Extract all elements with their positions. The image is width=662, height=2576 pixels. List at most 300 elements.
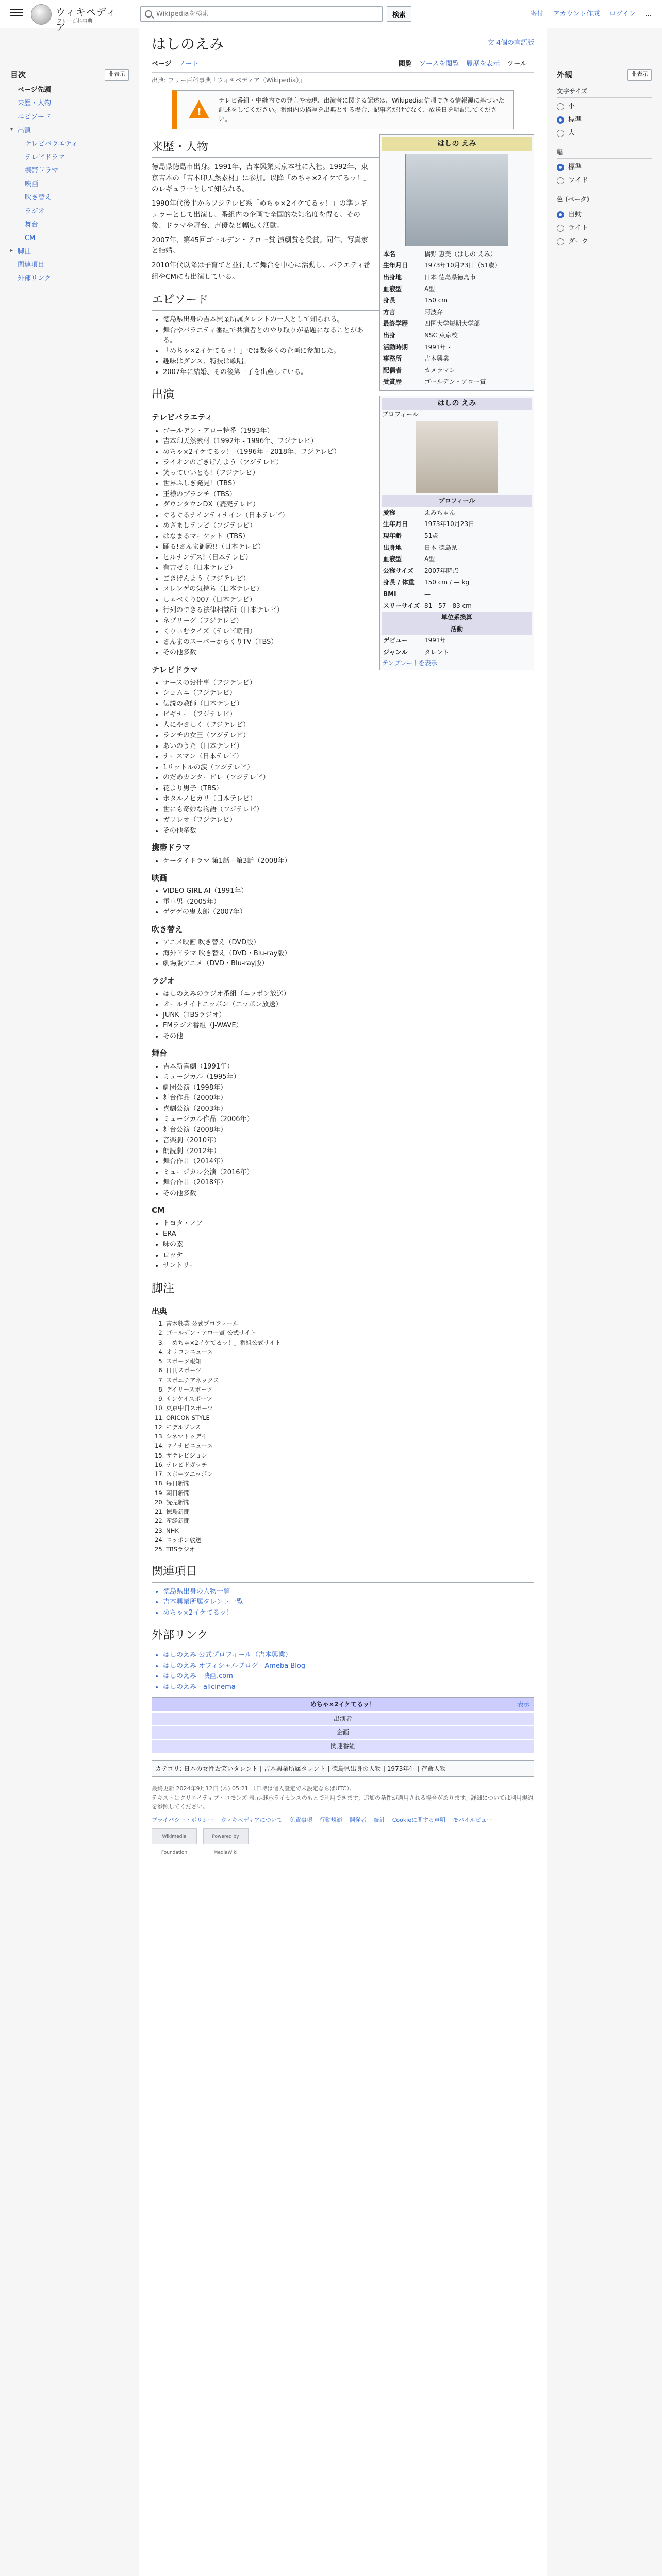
toc-item-label: エピソード: [18, 113, 52, 121]
infobox-label: 出身地: [383, 274, 402, 281]
list-item: • 音楽劇（2010年）: [163, 1136, 534, 1146]
footer-link[interactable]: 統計: [373, 1816, 385, 1823]
list-item: • メレンゲの気持ち（日本テレビ）: [163, 584, 534, 595]
footer: [152, 1784, 534, 1857]
list-item: 1. 吉本興業 公式プロフィール: [166, 1319, 534, 1328]
infobox-row: [382, 518, 532, 530]
list-item: 8. デイリースポーツ: [166, 1385, 534, 1394]
list-item: • 朗読劇（2012年）: [163, 1146, 534, 1157]
list-item: • 王様のブランチ（TBS）: [163, 489, 534, 500]
profile-image[interactable]: [416, 421, 498, 493]
section-appearance-heading: 出演: [152, 386, 534, 405]
tab-tools[interactable]: ツール: [507, 60, 527, 69]
infobox-value: 81 - 57 - 83 cm: [424, 602, 472, 609]
list-item: • 海外ドラマ 吹き替え（DVD・Blu-ray版）: [163, 948, 534, 959]
list-item[interactable]: • 吉本興業所属タレント一覧: [163, 1597, 534, 1607]
subsection-heading-mobile: 携帯ドラマ: [152, 843, 191, 853]
navbox-row[interactable]: 企画: [152, 1725, 534, 1739]
infobox-value: 1991年 -: [424, 343, 451, 351]
list-item: • はなまるマーケット（TBS）: [163, 532, 534, 542]
categories[interactable]: カテゴリ: 日本の女性お笑いタレント | 吉本興業所属タレント | 徳島県出身の人物 | 1973年生 | 存命人物: [152, 1760, 534, 1777]
infobox-value: 51歳: [424, 532, 439, 539]
search-button[interactable]: 検索: [387, 6, 411, 22]
size-large-radio[interactable]: 大: [557, 127, 652, 140]
infobox-label: 活動時期: [383, 343, 408, 351]
page-tabs: [152, 56, 534, 72]
infobox-label: デビュー: [383, 637, 408, 645]
activity-band: 活動: [382, 623, 532, 635]
infobox-label: 身長 / 体重: [383, 579, 415, 586]
list-item: • めざましテレビ（フジテレビ）: [163, 521, 534, 531]
toc-item[interactable]: [10, 164, 129, 178]
list-item: • 舞台作品（2014年）: [163, 1157, 534, 1167]
toc-item-label: 映画: [25, 180, 39, 189]
login-link[interactable]: ログイン: [609, 10, 636, 18]
toc-item[interactable]: [10, 151, 129, 164]
list-item: • その他多数: [163, 1189, 534, 1199]
infobox-row: [382, 542, 532, 554]
list-item: 25. TBSラジオ: [166, 1545, 534, 1554]
list-item: 9. サンケイスポーツ: [166, 1395, 534, 1403]
infobox-label: 受賞歴: [383, 378, 402, 386]
list-item: • トヨタ・ノア: [163, 1218, 534, 1229]
infobox-value: 四国大学短期大学部: [424, 320, 481, 328]
list-item: • めちゃ×2イケてるッ！（1996年 - 2018年、フジテレビ）: [163, 447, 534, 457]
toc-item[interactable]: [10, 205, 129, 218]
list-item: • 1リットルの涙（フジテレビ）: [163, 762, 534, 773]
list-item: 12. モデルプレス: [166, 1423, 534, 1432]
portrait-image[interactable]: [405, 154, 508, 246]
toc-item-label: テレビドラマ: [25, 153, 65, 161]
more-menu-icon[interactable]: …: [645, 10, 652, 18]
footer-link[interactable]: 行動規範: [319, 1816, 342, 1823]
width-standard-radio[interactable]: 標準: [557, 161, 652, 174]
list-item: • 味の素: [163, 1240, 534, 1250]
appearance-list: [163, 1062, 534, 1199]
infobox-row: [382, 565, 532, 577]
list-item: • 2007年に結婚、その後第一子を出産している。: [163, 367, 534, 378]
appearance-title: 外観: [557, 70, 573, 79]
last-updated: 最終更新 2024年9月12日 (木) 05:21 （日時は個人設定で未設定ならばUTC）。: [152, 1785, 355, 1792]
infobox-label: 現年齢: [383, 532, 402, 539]
list-item: • アニメ映画 吹き替え（DVD版）: [163, 938, 534, 948]
list-item: • くりぃむクイズ（テレビ朝日）: [163, 626, 534, 637]
toc-arrow-icon[interactable]: ▸: [10, 247, 13, 253]
list-item: • ヒルナンデス!（日本テレビ）: [163, 553, 534, 563]
list-item: • ビギナー（フジテレビ）: [163, 709, 534, 720]
toc-item-label: CM: [25, 234, 36, 242]
infobox-row: [382, 647, 532, 658]
list-item: • 喜劇公演（2003年）: [163, 1104, 534, 1114]
list-item: • 行列のできる法律相談所（日本テレビ）: [163, 605, 534, 616]
tab-talk[interactable]: ノート: [178, 60, 199, 69]
list-item: 19. 朝日新聞: [166, 1489, 534, 1498]
infobox-row: [382, 318, 532, 330]
infobox-row: [382, 295, 532, 307]
list-item: • 舞台やバラエティ番組で共演者とのやり取りが話題になることがある。: [163, 326, 534, 346]
list-item: • あいのうた（日本テレビ）: [163, 741, 534, 752]
navbox-title: めちゃ×2イケてるッ！: [310, 1701, 376, 1708]
infobox-row: [382, 553, 532, 565]
list-item: • オールナイトニッポン（ニッポン放送）: [163, 999, 534, 1010]
main-content: [139, 28, 547, 2576]
size-small-radio[interactable]: 小: [557, 100, 652, 113]
toc-item[interactable]: [10, 272, 129, 285]
list-item: 4. オリコンニュース: [166, 1348, 534, 1357]
infobox-value: 日本 徳島県徳島市: [424, 274, 476, 281]
infobox-value: 1973年10月23日（51歳）: [424, 262, 501, 269]
list-item[interactable]: • はしのえみ 公式プロフィール（吉本興業）: [163, 1650, 534, 1660]
globe-icon: [31, 4, 52, 25]
user-links: [523, 9, 652, 20]
section-related-heading: 関連項目: [152, 1563, 534, 1582]
donate-link[interactable]: 寄付: [530, 10, 544, 18]
infobox-value: 2007年時点: [424, 567, 459, 574]
list-item: • ミュージカル作品（2006年）: [163, 1114, 534, 1125]
infobox-label: 最終学歴: [383, 320, 408, 328]
toc-item-label: 出演: [18, 126, 31, 134]
list-item: • ロッテ: [163, 1250, 534, 1261]
toc-item[interactable]: [10, 218, 129, 232]
paragraph: 徳島県徳島市出身。1991年、吉本興業東京本社に入社。1992年、東京吉本の「吉本印天然素材」に参加。以降「めちゃ×2イケてるッ！」のレギュラーとして知られる。: [152, 163, 371, 194]
search-icon: [145, 10, 152, 18]
infobox-row: [382, 330, 532, 342]
list-item: • はしのえみのラジオ番組（ニッポン放送）: [163, 989, 534, 999]
list-item: • ERA: [163, 1229, 534, 1240]
list-item: 16. テレビドガッチ: [166, 1461, 534, 1469]
appearance-list: [163, 1218, 534, 1271]
subsection-heading-radio: ラジオ: [152, 976, 175, 986]
infobox-row: [382, 260, 532, 272]
infobox-row: [382, 530, 532, 542]
infobox-label: 血液型: [383, 555, 402, 563]
source-note: 出典: フリー百科事典『ウィキペディア（Wikipedia）』: [152, 76, 306, 84]
wikimedia-badge[interactable]: Wikimedia Foundation: [152, 1828, 197, 1844]
template-link[interactable]: テンプレートを表示: [382, 659, 437, 667]
infobox-value: 阿波弁: [424, 308, 443, 316]
footer-link[interactable]: ウィキペディアについて: [221, 1816, 283, 1823]
section-episode-heading: エピソード: [152, 292, 534, 311]
list-item: • ミュージカル（1995年）: [163, 1072, 534, 1082]
footer-link[interactable]: モバイルビュー: [453, 1816, 493, 1823]
search-input[interactable]: [156, 9, 352, 19]
list-item: • 花より男子（TBS）: [163, 784, 534, 794]
toc-item-label: ラジオ: [25, 207, 45, 215]
subsection-heading-stage: 舞台: [152, 1048, 168, 1058]
appearance-list: [163, 678, 534, 836]
color-light-radio[interactable]: ライト: [557, 222, 652, 235]
list-item: 6. 日刊スポーツ: [166, 1366, 534, 1375]
infobox-value: 1973年10月23日: [424, 520, 475, 528]
toc-arrow-icon[interactable]: ▾: [10, 126, 13, 132]
list-item: 15. ザテレビジョン: [166, 1451, 534, 1460]
text-size-label: 文字サイズ: [557, 87, 652, 98]
infobox-row: [382, 577, 532, 588]
toc-item[interactable]: [10, 83, 129, 97]
list-item: • ホタルノヒカリ（日本テレビ）: [163, 794, 534, 804]
infobox-value: A型: [424, 285, 435, 293]
list-item: • 有吉ゼミ（日本テレビ）: [163, 563, 534, 573]
infobox-row: [382, 365, 532, 377]
infobox-label: 事務所: [383, 355, 402, 363]
infobox-value: 1991年: [424, 637, 446, 645]
list-item: 24. ニッポン放送: [166, 1536, 534, 1545]
infobox-row: [382, 307, 532, 318]
subsection-heading-drama: テレビドラマ: [152, 665, 198, 674]
color-auto-radio[interactable]: 自動: [557, 208, 652, 222]
infobox-label: 出身: [383, 331, 396, 339]
list-item: 7. スポニチアネックス: [166, 1376, 534, 1385]
list-item: 20. 読売新聞: [166, 1498, 534, 1507]
subsection-heading-movie: 映画: [152, 873, 168, 883]
infobox-row: [382, 588, 532, 600]
list-item[interactable]: • はしのえみ オフィシャルブログ - Ameba Blog: [163, 1661, 534, 1671]
infobox-label: 方言: [383, 308, 396, 316]
list-item: 2. ゴールデン・アロー賞 公式サイト: [166, 1329, 534, 1337]
width-label: 幅: [557, 147, 652, 159]
notes-subheading: 出典: [152, 1306, 168, 1316]
toc-item-label: ページ先頭: [18, 86, 51, 94]
infobox-label: 配偶者: [383, 366, 402, 374]
toc-item[interactable]: [10, 97, 129, 110]
create-account-link[interactable]: アカウント作成: [553, 10, 600, 18]
header: [0, 0, 662, 33]
list-item: • さんまのスーパーからくりTV（TBS）: [163, 637, 534, 648]
list-item: • 人にやさしく（フジテレビ）: [163, 720, 534, 731]
language-button[interactable]: 文 4個の言語版: [487, 39, 534, 47]
toc-item[interactable]: [10, 191, 129, 205]
list-item: • その他: [163, 1031, 534, 1042]
list-item: • 吉本印天然素材（1992年 - 1996年、フジテレビ）: [163, 436, 534, 447]
list-item: 17. スポーツニッポン: [166, 1470, 534, 1479]
list-item: • 趣味はダンス、特技は歌唱。: [163, 357, 534, 367]
toc-item-label: 吹き替え: [25, 194, 52, 202]
toc-item[interactable]: [10, 259, 129, 272]
infobox-row: [382, 635, 532, 647]
toc-title: 目次: [10, 70, 26, 79]
color-dark-radio[interactable]: ダーク: [557, 235, 652, 248]
toc-item-label: 来歴・人物: [18, 99, 52, 108]
list-item: • 舞台作品（2000年）: [163, 1093, 534, 1104]
toc-item[interactable]: [10, 178, 129, 191]
toc-item[interactable]: [10, 111, 129, 124]
toc-hide-button[interactable]: 非表示: [105, 69, 129, 81]
list-item: 3. 「めちゃ×2イケてるッ！」番組公式サイト: [166, 1338, 534, 1347]
infobox: [379, 134, 534, 391]
appearance-list: [163, 886, 534, 918]
infobox-title: はしの えみ: [382, 137, 532, 151]
logo-title: ウィキペディア: [56, 7, 117, 33]
list-item: • 舞台作品（2018年）: [163, 1178, 534, 1188]
infobox-value: 吉本興業: [424, 355, 450, 363]
footer-link[interactable]: プライバシー・ポリシー: [152, 1816, 214, 1823]
infobox-value: 日本 徳島県: [424, 544, 457, 551]
list-item[interactable]: • めちゃ×2イケてるッ！: [163, 1608, 534, 1618]
toc-item-label: テレビバラエティ: [25, 140, 78, 148]
navbox-row[interactable]: 関連番組: [152, 1739, 534, 1753]
list-item: 13. シネマトゥデイ: [166, 1432, 534, 1441]
list-item[interactable]: • はしのえみ - allcinema: [163, 1682, 534, 1692]
infobox-row: [382, 248, 532, 260]
search-box: [140, 6, 383, 22]
infobox-label: 生年月日: [383, 262, 408, 269]
infobox-label: 身長: [383, 297, 396, 304]
list-item: • 舞台公演（2008年）: [163, 1125, 534, 1136]
license-text: テキストはクリエイティブ・コモンズ 表示-継承ライセンスのもとで利用できます。追加の条件が適用される場合があります。詳細については利用規約を参照してください。: [152, 1794, 533, 1810]
list-item: • ナースマン（日本テレビ）: [163, 752, 534, 762]
list-item: • ライオンのごきげんよう（フジテレビ）: [163, 457, 534, 468]
list-item: • ミュージカル公演（2016年）: [163, 1167, 534, 1178]
list-item: • ゴールデン・アロー特番（1993年）: [163, 426, 534, 436]
toc-item-label: 舞台: [25, 221, 39, 229]
list-item: 5. スポーツ報知: [166, 1357, 534, 1366]
infobox-value: A型: [424, 555, 435, 563]
infobox-label: 生年月日: [383, 520, 408, 528]
infobox-value: ゴールデン・アロー賞: [424, 378, 486, 386]
list-item: • ガリレオ（フジテレビ）: [163, 815, 534, 825]
infobox-row: [382, 600, 532, 612]
infobox-value: 橋野 恵美（はしの えみ）: [424, 250, 496, 258]
toc-item-label: 脚注: [18, 247, 31, 256]
logo-subtitle: フリー百科事典: [57, 19, 93, 24]
toc-item[interactable]: [10, 232, 129, 245]
list-item: • FMラジオ番組（J-WAVE）: [163, 1021, 534, 1031]
appearance-list: [163, 938, 534, 969]
tab-page[interactable]: ページ: [152, 60, 172, 69]
infobox-row: [382, 507, 532, 519]
infobox-label: BMI: [383, 590, 396, 598]
section-notes-heading: 脚注: [152, 1280, 534, 1299]
infobox-row: [382, 272, 532, 283]
list-item: • 電車男（2005年）: [163, 897, 534, 907]
color-label: 色 (ベータ): [557, 195, 652, 206]
infobox-row: [382, 376, 532, 388]
list-item: • ゲゲゲの鬼太郎（2007年）: [163, 907, 534, 918]
main-menu-icon[interactable]: [10, 7, 23, 19]
list-item: 14. マイナビニュース: [166, 1442, 534, 1450]
list-item: 22. 産経新聞: [166, 1517, 534, 1526]
toc-item[interactable]: [10, 124, 129, 138]
list-item: • 「めちゃ×2イケてるッ！」では数多くの企画に参加した。: [163, 346, 534, 357]
list-item: • 吉本新喜劇（1991年）: [163, 1062, 534, 1072]
page-title: はしのえみ: [152, 36, 224, 53]
list-item: • ランチの女王（フジテレビ）: [163, 731, 534, 741]
tab-view-source[interactable]: ソースを閲覧: [419, 60, 459, 69]
width-wide-radio[interactable]: ワイド: [557, 174, 652, 188]
navbox-row[interactable]: 出演者: [152, 1711, 534, 1725]
ambox-notice: ! テレビ番組・中継内での発言や表現、出演者に関する記述は、Wikipedia:信頼できる情報源に基づいた記述をしてください。番組内の描写を出典とする場合、記事名だけでなく、放送日を明記してください。: [172, 90, 514, 129]
toc-item-label: 携帯ドラマ: [25, 167, 59, 175]
list-item: • 世界ふしぎ発見!（TBS）: [163, 479, 534, 489]
profile-band: プロフィール: [382, 495, 532, 507]
list-item: • 伝説の教師（日本テレビ）: [163, 699, 534, 709]
infobox-value: —: [424, 590, 431, 598]
paragraph: 2007年、第45回ゴールデン・アロー賞 演劇賞を受賞。同年、写真家と結婚。: [152, 235, 368, 256]
paragraph: 1990年代後半からフジテレビ系「めちゃ×2イケてるッ！」の準レギュラーとして出演し、番組内の企画で全国的な知名度を得る。その後、ドラマや舞台、声優など幅広く活動。: [152, 199, 367, 230]
footer-link[interactable]: Cookieに関する声明: [392, 1816, 446, 1823]
profile-subtitle: プロフィール: [382, 410, 419, 418]
list-item: • ショムニ（フジテレビ）: [163, 688, 534, 699]
appearance-list: [163, 989, 534, 1042]
list-item: 18. 毎日新聞: [166, 1479, 534, 1488]
list-item: • 劇場版アニメ（DVD・Blu-ray版）: [163, 959, 534, 969]
list-item: • その他多数: [163, 648, 534, 658]
infobox-value: 150 cm / — kg: [424, 579, 470, 586]
infobox-value: えみちゃん: [424, 509, 456, 516]
appearance-hide-button[interactable]: 非表示: [627, 69, 652, 81]
list-item: • VIDEO GIRL AI（1991年）: [163, 886, 534, 896]
list-item: • ごきげんよう（フジテレビ）: [163, 574, 534, 584]
list-item: • 踊る!さんま御殿!!（日本テレビ）: [163, 542, 534, 552]
list-item: • ケータイドラマ 第1話 - 第3話（2008年）: [163, 856, 534, 867]
list-item: • JUNK（TBSラジオ）: [163, 1010, 534, 1021]
toc-item-label: 外部リンク: [18, 275, 51, 283]
list-item: • ネプリーグ（フジテレビ）: [163, 616, 534, 626]
toc-item-label: 関連項目: [18, 261, 45, 269]
wikipedia-logo[interactable]: [31, 3, 124, 33]
infobox-label: 公称サイズ: [383, 567, 414, 574]
list-item: 11. ORICON STYLE: [166, 1414, 534, 1422]
toc-item[interactable]: [10, 138, 129, 151]
infobox-row: [382, 353, 532, 365]
list-item: • 世にも奇妙な物語（フジテレビ）: [163, 805, 534, 815]
infobox-label: 愛称: [383, 509, 396, 516]
list-item: 23. NHK: [166, 1527, 534, 1535]
list-item[interactable]: • はしのえみ - 映画.com: [163, 1671, 534, 1682]
list-item: 10. 東京中日スポーツ: [166, 1404, 534, 1413]
tab-read[interactable]: 閲覧: [398, 60, 412, 69]
list-item: • ナースのお仕事（フジテレビ）: [163, 678, 534, 688]
footer-link[interactable]: 免責事項: [289, 1816, 312, 1823]
infobox-label: 本名: [383, 250, 396, 258]
list-item: • 笑っていいとも!（フジテレビ）: [163, 468, 534, 479]
profile-title: はしの えみ: [382, 398, 532, 410]
infobox-row: [382, 342, 532, 353]
subsection-heading-cm: CM: [152, 1206, 165, 1215]
list-item: • ダウンタウンDX（読売テレビ）: [163, 500, 534, 510]
list-item: • 劇団公演（1998年）: [163, 1083, 534, 1093]
toc-item[interactable]: [10, 245, 129, 259]
profile-infobox: [379, 396, 534, 670]
appearance-panel: [557, 67, 652, 256]
size-standard-radio[interactable]: 標準: [557, 113, 652, 127]
list-item: • しゃべくり007（日本テレビ）: [163, 595, 534, 605]
footer-link[interactable]: 開発者: [349, 1816, 367, 1823]
infobox-label: 血液型: [383, 285, 402, 293]
subsection-heading-dub: 吹き替え: [152, 924, 183, 934]
mediawiki-badge[interactable]: Powered by MediaWiki: [203, 1828, 249, 1844]
infobox-value: タレント: [424, 648, 449, 656]
infobox-label: スリーサイズ: [383, 602, 420, 609]
infobox-value: 150 cm: [424, 297, 448, 304]
list-item: • サントリー: [163, 1261, 534, 1271]
section-bio-heading: 来歴・人物: [152, 139, 534, 158]
table-of-contents: [10, 67, 129, 285]
list-item: • のだめカンタービレ（フジテレビ）: [163, 773, 534, 783]
infobox-label: 出身地: [383, 544, 402, 551]
navbox: [152, 1697, 534, 1753]
paragraph: 2010年代以降は子育てと並行して舞台を中心に活動し、バラエティ番組やCMにも出演している。: [152, 261, 371, 281]
warning-icon: [189, 100, 209, 118]
list-item: • 徳島県出身の吉本興業所属タレントの一人として知られる。: [163, 315, 534, 325]
navbox-show-button[interactable]: 表示: [517, 1701, 529, 1708]
tab-history[interactable]: 履歴を表示: [466, 60, 500, 69]
list-item[interactable]: • 徳島県出身の人物一覧: [163, 1587, 534, 1597]
section-external-heading: 外部リンク: [152, 1627, 534, 1646]
conversion-band: 単位系換算: [382, 612, 532, 623]
list-item: • その他多数: [163, 826, 534, 836]
infobox-value: NSC 東京校: [424, 331, 458, 339]
